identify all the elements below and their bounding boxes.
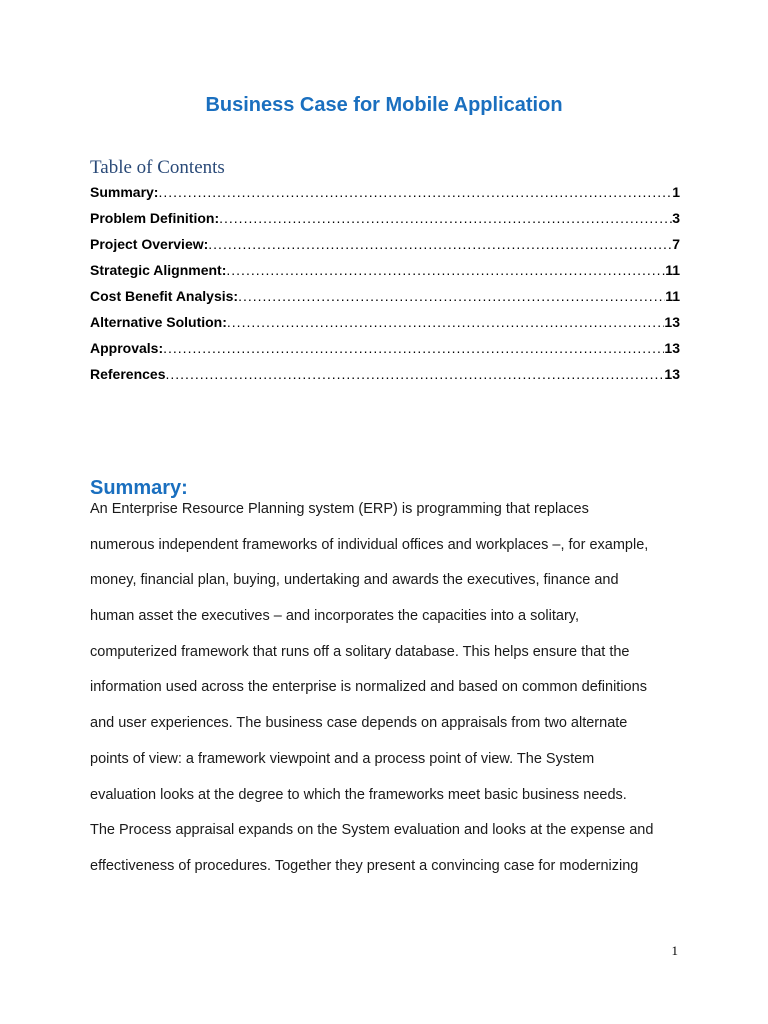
toc-entry-problem-definition[interactable] <box>90 207 680 233</box>
toc-entry-page: 11 <box>665 288 680 304</box>
summary-line: human asset the executives – and incorporates the capacities into a solitary, <box>90 608 579 625</box>
toc-entry-page: 13 <box>664 314 680 330</box>
toc-leader-dots <box>166 363 665 385</box>
summary-line: money, financial plan, buying, undertaking and awards the executives, finance and <box>90 572 619 589</box>
summary-line: An Enterprise Resource Planning system (ERP) is programming that replaces <box>90 501 589 517</box>
toc-leader-dots <box>158 181 672 203</box>
summary-line: information used across the enterprise is normalized and based on common definitions <box>90 679 647 696</box>
table-of-contents <box>90 181 680 389</box>
toc-entry-page: 11 <box>665 262 680 278</box>
toc-entry-references[interactable] <box>90 363 680 389</box>
toc-entry-approvals[interactable] <box>90 337 680 363</box>
summary-line: points of view: a framework viewpoint and a process point of view. The System <box>90 750 595 767</box>
summary-line: and user experiences. The business case depends on appraisals from two alternate <box>90 715 628 732</box>
toc-leader-dots <box>227 311 665 333</box>
toc-leader-dots <box>219 207 672 229</box>
toc-entry-alternative-solution[interactable] <box>90 311 680 337</box>
summary-heading: Summary: <box>90 477 188 499</box>
toc-heading: Table of Contents <box>90 157 225 178</box>
toc-entry-label: Strategic Alignment: <box>90 262 227 278</box>
summary-line: The Process appraisal expands on the System evaluation and looks at the expense and <box>90 822 654 839</box>
toc-entry-page: 13 <box>664 366 680 382</box>
toc-entry-page: 3 <box>672 210 680 226</box>
toc-entry-summary[interactable] <box>90 181 680 207</box>
toc-entry-label: Alternative Solution: <box>90 314 227 330</box>
toc-entry-label: Approvals: <box>90 340 164 356</box>
toc-entry-label: References <box>90 366 166 382</box>
toc-leader-dots <box>163 337 664 359</box>
summary-line: numerous independent frameworks of individual offices and workplaces –, for example, <box>90 536 649 553</box>
toc-entry-page: 7 <box>672 236 680 252</box>
toc-entry-cost-benefit-analysis[interactable] <box>90 285 680 311</box>
toc-entry-strategic-alignment[interactable] <box>90 259 680 285</box>
page-number: 1 <box>671 943 678 958</box>
toc-entry-page: 1 <box>672 184 680 200</box>
document-title: Business Case for Mobile Application <box>205 94 563 116</box>
summary-line: effectiveness of procedures. Together they present a convincing case for modernizing <box>90 857 639 874</box>
toc-leader-dots <box>238 285 665 307</box>
toc-entry-label: Project Overview: <box>90 236 209 252</box>
toc-entry-page: 13 <box>664 340 680 356</box>
toc-entry-label: Cost Benefit Analysis: <box>90 288 239 304</box>
toc-entry-project-overview[interactable] <box>90 233 680 259</box>
toc-entry-label: Problem Definition: <box>90 210 220 226</box>
toc-leader-dots <box>226 259 665 281</box>
toc-entry-label: Summary: <box>90 184 159 200</box>
summary-line: computerized framework that runs off a solitary database. This helps ensure that the <box>90 643 630 660</box>
summary-line: evaluation looks at the degree to which the frameworks meet basic business needs. <box>90 786 627 803</box>
summary-body <box>90 497 690 890</box>
toc-leader-dots <box>208 233 672 255</box>
